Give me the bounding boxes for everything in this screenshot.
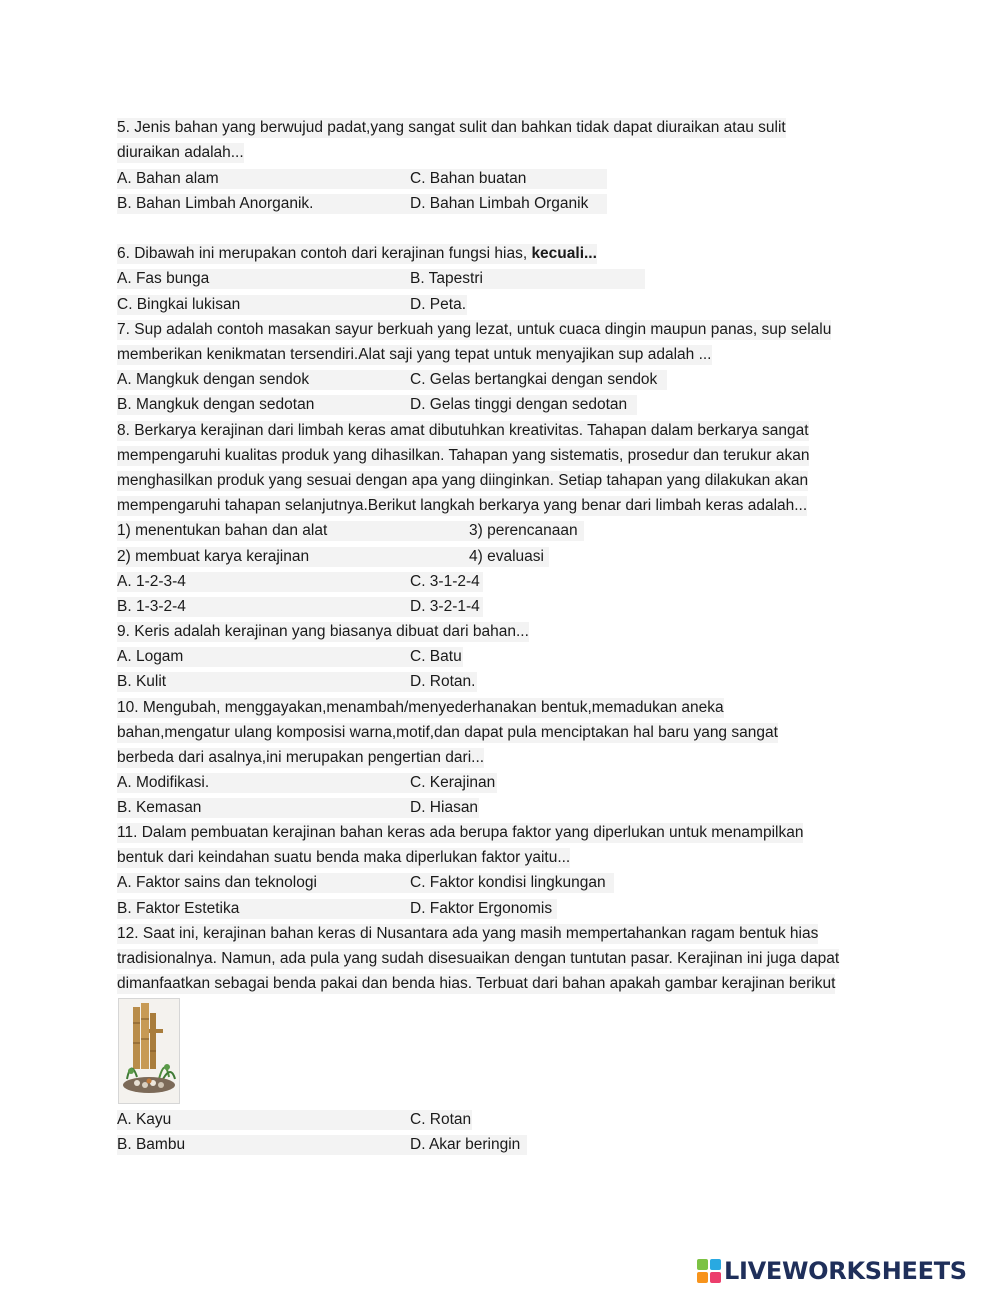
q5-option-c[interactable]: C. Bahan buatan bbox=[410, 170, 527, 187]
q8-text-line3: menghasilkan produk yang sesuai dengan apa yang diinginkan. Setiap tahapan yang dilakukan akan bbox=[117, 472, 809, 489]
q9-option-d[interactable]: D. Rotan. bbox=[410, 673, 476, 690]
q6-text-emphasis: kecuali... bbox=[531, 245, 597, 262]
q8-option-d[interactable]: D. 3-2-1-4 bbox=[410, 598, 480, 615]
liveworksheets-logo-text: LIVEWORKSHEETS bbox=[724, 1257, 967, 1285]
q9-option-c[interactable]: C. Batu bbox=[410, 648, 462, 665]
q12-option-a[interactable]: A. Kayu bbox=[117, 1111, 172, 1128]
q6-option-d[interactable]: D. Peta. bbox=[410, 296, 466, 313]
q12-option-d[interactable]: D. Akar beringin bbox=[410, 1136, 521, 1153]
q11-option-b[interactable]: B. Faktor Estetika bbox=[117, 900, 240, 917]
q8-step-2: 2) membuat karya kerajinan bbox=[117, 548, 310, 565]
q6-text-prefix: 6. Dibawah ini merupakan contoh dari kerajinan fungsi hias, bbox=[117, 245, 532, 262]
q10-option-c[interactable]: C. Kerajinan bbox=[410, 774, 496, 791]
q10-text-line3: berbeda dari asalnya,ini merupakan pengertian dari... bbox=[117, 749, 485, 766]
q7-option-b[interactable]: B. Mangkuk dengan sedotan bbox=[117, 396, 315, 413]
q7-option-c[interactable]: C. Gelas bertangkai dengan sendok bbox=[410, 371, 658, 388]
q11-option-d[interactable]: D. Faktor Ergonomis bbox=[410, 900, 553, 917]
q7-text-line1: 7. Sup adalah contoh masakan sayur berkuah yang lezat, untuk cuaca dingin maupun panas, sup selalu bbox=[117, 321, 832, 338]
q6-option-c[interactable]: C. Bingkai lukisan bbox=[117, 296, 241, 313]
q5-option-a[interactable]: A. Bahan alam bbox=[117, 170, 219, 187]
bamboo-fountain-illustration bbox=[119, 999, 179, 1103]
q12-text-line3: dimanfaatkan sebagai benda pakai dan benda hias. Terbuat dari bahan apakah gambar kerajinan berikut bbox=[117, 975, 836, 992]
q11-option-c[interactable]: C. Faktor kondisi lingkungan bbox=[410, 874, 606, 891]
liveworksheets-logo-icon bbox=[697, 1259, 721, 1283]
q8-option-b[interactable]: B. 1-3-2-4 bbox=[117, 598, 186, 615]
q6-text bbox=[117, 244, 597, 264]
q8-text-line1: 8. Berkarya kerajinan dari limbah keras amat dibutuhkan kreativitas. Tahapan dalam berkarya sangat bbox=[117, 422, 809, 439]
q11-option-a[interactable]: A. Faktor sains dan teknologi bbox=[117, 874, 317, 891]
q8-option-a[interactable]: A. 1-2-3-4 bbox=[117, 573, 186, 590]
q8-step-4: 4) evaluasi bbox=[469, 548, 544, 565]
liveworksheets-logo bbox=[697, 1257, 967, 1285]
q12-text-line2: tradisionalnya. Namun, ada pula yang sudah disesuaikan dengan tuntutan pasar. Kerajinan ini juga dapat bbox=[117, 950, 840, 967]
q10-option-a[interactable]: A. Modifikasi. bbox=[117, 774, 210, 791]
q12-option-c[interactable]: C. Rotan bbox=[410, 1111, 472, 1128]
q9-option-a[interactable]: A. Logam bbox=[117, 648, 184, 665]
q10-text-line1: 10. Mengubah, menggayakan,menambah/menyederhanakan bentuk,memadukan aneka bbox=[117, 699, 724, 716]
q8-step-3: 3) perencanaan bbox=[469, 522, 578, 539]
q10-option-b[interactable]: B. Kemasan bbox=[117, 799, 202, 816]
q6-option-a[interactable]: A. Fas bunga bbox=[117, 270, 210, 287]
q10-text-line2: bahan,mengatur ulang komposisi warna,motif,dan dapat pula menciptakan hal baru yang sangat bbox=[117, 724, 778, 741]
q5-text-line2: diuraikan adalah... bbox=[117, 144, 244, 161]
q9-option-b[interactable]: B. Kulit bbox=[117, 673, 167, 690]
q8-text-line4: mempengaruhi tahapan selanjutnya.Berikut langkah berkarya yang benar dari limbah keras adalah... bbox=[117, 497, 808, 514]
q11-text-line1: 11. Dalam pembuatan kerajinan bahan keras ada berupa faktor yang diperlukan untuk menampilkan bbox=[117, 824, 804, 841]
q10-option-d[interactable]: D. Hiasan bbox=[410, 799, 479, 816]
q8-text-line2: mempengaruhi kualitas produk yang dihasilkan. Tahapan yang sistematis, prosedur dan terukur akan bbox=[117, 447, 810, 464]
q12-text-line1: 12. Saat ini, kerajinan bahan keras di Nusantara ada yang masih mempertahankan ragam bentuk hias bbox=[117, 925, 819, 942]
q11-text-line2: bentuk dari keindahan suatu benda maka diperlukan faktor yaitu... bbox=[117, 849, 571, 866]
q5-text-line1: 5. Jenis bahan yang berwujud padat,yang sangat sulit dan bahkan tidak dapat diuraikan atau sulit bbox=[117, 119, 786, 136]
q6-option-b[interactable]: B. Tapestri bbox=[410, 270, 483, 287]
q7-option-a[interactable]: A. Mangkuk dengan sendok bbox=[117, 371, 310, 388]
bamboo-craft-image bbox=[118, 998, 180, 1104]
q8-option-c[interactable]: C. 3-1-2-4 bbox=[410, 573, 480, 590]
q5-option-d[interactable]: D. Bahan Limbah Organik bbox=[410, 195, 589, 212]
q12-option-b[interactable]: B. Bambu bbox=[117, 1136, 186, 1153]
q7-text-line2: memberikan kenikmatan tersendiri.Alat saji yang tepat untuk menyajikan sup adalah ... bbox=[117, 346, 712, 363]
q9-text: 9. Keris adalah kerajinan yang biasanya dibuat dari bahan... bbox=[117, 623, 529, 640]
q5-option-b[interactable]: B. Bahan Limbah Anorganik. bbox=[117, 195, 314, 212]
q8-step-1: 1) menentukan bahan dan alat bbox=[117, 522, 328, 539]
q7-option-d[interactable]: D. Gelas tinggi dengan sedotan bbox=[410, 396, 628, 413]
